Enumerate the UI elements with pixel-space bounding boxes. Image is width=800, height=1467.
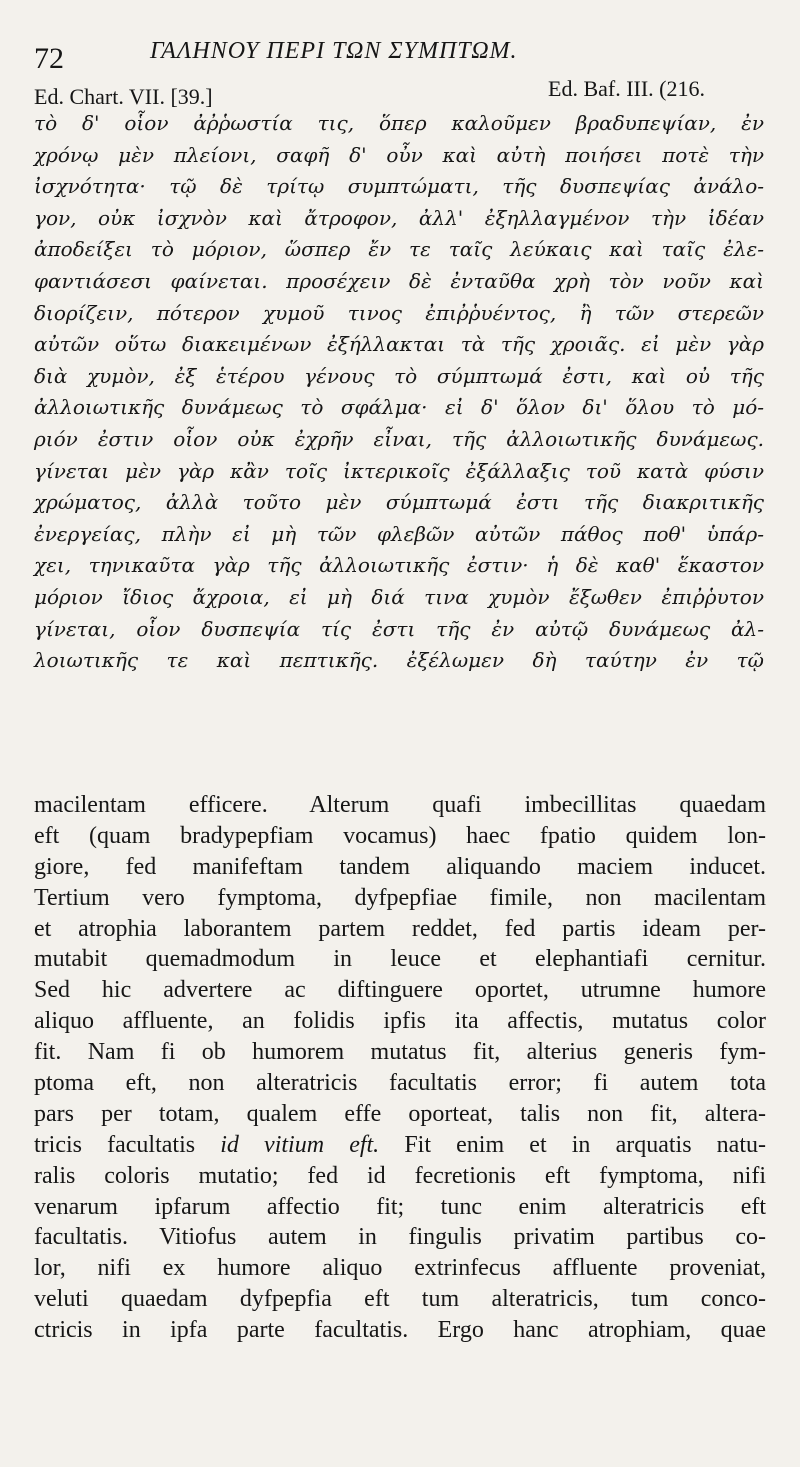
latin-line-text: giore, fed manifeftam tandem aliquando maciem inducet. (34, 853, 766, 880)
greek-line: μόριον ἴδιος ἄχροια, εἰ μὴ διά τινα χυμὸν ἔξωθεν ἐπιῤῥυτον (34, 584, 764, 609)
greek-line: ἰσχνότητα· τῷ δὲ τρίτῳ συμπτώματι, τῆς δυσπεψίας ἀνάλο- (34, 174, 764, 199)
latin-text-block (34, 790, 766, 1346)
edition-reference-right: Ed. Baf. III. (216. (548, 76, 706, 101)
latin-line (34, 1130, 766, 1161)
edition-reference-left: Ed. Chart. VII. [39.] (34, 84, 213, 109)
greek-line: ἀποδείξει τὸ μόριον, ὥσπερ ἔν τε ταῖς λεύκαις καὶ ταῖς ἐλε- (34, 237, 764, 262)
latin-line-text: lor, nifi ex humore aliquo extrinfecus affluente proveniat, (34, 1255, 766, 1282)
latin-line (34, 1222, 766, 1253)
latin-line (34, 821, 766, 852)
latin-line-text: ptoma eft, non alteratricis facultatis error; fi autem tota (34, 1070, 766, 1097)
latin-line (34, 1253, 766, 1284)
greek-line: χει, τηνικαῦτα γὰρ τῆς ἀλλοιωτικῆς ἐστιν· ἡ δὲ καθ' ἕκαστον (34, 553, 764, 578)
latin-line-text: Sed hic advertere ac diftinguere oportet, utrumne humore (34, 977, 766, 1004)
greek-line: ριόν ἐστιν οἷον οὐκ ἐχρῆν εἶναι, τῆς ἀλλοιωτικῆς δυνάμεως. (34, 426, 764, 451)
latin-line-continuation: Fit enim et in arquatis natu- (379, 1131, 766, 1158)
latin-line-text: veluti quaedam dyfpepfia eft tum alteratricis, tum conco- (34, 1286, 766, 1313)
latin-line (34, 914, 766, 945)
page-number: 72 (34, 42, 64, 75)
greek-line: χρώματος, ἀλλὰ τοῦτο μὲν σύμπτωμά ἐστι τῆς διακριτικῆς (34, 490, 764, 515)
latin-line (34, 1037, 766, 1068)
greek-line: διορίζειν, πότερον χυμοῦ τινος ἐπιῤῥυέντος, ἢ τῶν στερεῶν (34, 300, 764, 325)
latin-line-text: fit. Nam fi ob humorem mutatus fit, alterius generis fym- (34, 1039, 766, 1066)
latin-line (34, 1068, 766, 1099)
greek-line: ἀλλοιωτικῆς δυνάμεως τὸ σφάλμα· εἰ δ' ὅλον δι' ὅλου τὸ μό- (34, 395, 764, 420)
latin-line-text: et atrophia laborantem partem reddet, fed partis ideam per- (34, 915, 766, 942)
latin-line (34, 944, 766, 975)
latin-line-text: facultatis. Vitiofus autem in fingulis privatim partibus co- (34, 1224, 766, 1251)
latin-line (34, 975, 766, 1006)
latin-line-text: aliquo affluente, an folidis ipfis ita affectis, mutatus color (34, 1008, 766, 1035)
greek-line: γίνεται μὲν γὰρ κἂν τοῖς ἰκτερικοῖς ἐξάλλαξις τοῦ κατὰ φύσιν (34, 458, 764, 483)
latin-line (34, 883, 766, 914)
latin-line (34, 790, 766, 821)
latin-line-text: venarum ipfarum affectio fit; tunc enim alteratricis eft (34, 1193, 766, 1220)
latin-line (34, 1284, 766, 1315)
running-title: ΓΑΛΗΝΟΥ ΠΕΡΙ ΤΩΝ ΣΥΜΠΤΩΜ. (150, 38, 518, 64)
latin-line (34, 1161, 766, 1192)
latin-line (34, 1192, 766, 1223)
latin-line (34, 1099, 766, 1130)
latin-line-text: eft (quam bradypepfiam vocamus) haec fpatio quidem lon- (34, 822, 766, 849)
latin-italic-phrase: id vitium eft. (220, 1131, 380, 1158)
greek-line: ἐνεργείας, πλὴν εἰ μὴ τῶν φλεβῶν αὐτῶν πάθος ποθ' ὑπάρ- (34, 521, 764, 546)
greek-line: φαντιάσεσι φαίνεται. προσέχειν δὲ ἐνταῦθα χρὴ τὸν νοῦν καὶ (34, 268, 764, 293)
greek-line: αὐτῶν οὕτω διακειμένων ἐξήλλακται τὰ τῆς χροιᾶς. εἰ μὲν γὰρ (34, 332, 764, 357)
latin-line-text: ralis coloris mutatio; fed id fecretionis eft fymptoma, nifi (34, 1162, 766, 1189)
latin-line-text: macilentam efficere. Alterum quafi imbecillitas quaedam (34, 792, 766, 818)
latin-line-text: tricis facultatis (34, 1131, 221, 1158)
latin-line-text: Tertium vero fymptoma, dyfpepfiae fimile, non macilentam (34, 884, 766, 911)
greek-line: γίνεται, οἷον δυσπεψία τίς ἐστι τῆς ἐν αὐτῷ δυνάμεως ἀλ- (34, 616, 764, 641)
greek-line: γον, οὐκ ἰσχνὸν καὶ ἄτροφον, ἀλλ' ἐξηλλαγμένον τὴν ἰδέαν (34, 205, 764, 230)
greek-line: διὰ χυμὸν, ἐξ ἑτέρου γένους τὸ σύμπτωμά ἐστι, καὶ οὐ τῆς (34, 363, 764, 388)
latin-line (34, 1006, 766, 1037)
latin-line (34, 1315, 766, 1346)
latin-line-text: pars per totam, qualem effe oporteat, talis non fit, altera- (34, 1100, 766, 1127)
greek-line: χρόνῳ μὲν πλείονι, σαφῆ δ' οὖν καὶ αὐτὴ ποιήσει ποτὲ τὴν (34, 142, 764, 167)
latin-line (34, 852, 766, 883)
greek-text-block (34, 108, 764, 677)
latin-line-text: ctricis in ipfa parte facultatis. Ergo hanc atrophiam, quae (34, 1317, 766, 1344)
greek-line: τὸ δ' οἷον ἀῤῥωστία τις, ὅπερ καλοῦμεν βραδυπεψίαν, ἐν (34, 111, 764, 135)
latin-line-text: mutabit quemadmodum in leuce et elephantiafi cernitur. (34, 946, 766, 973)
greek-line: λοιωτικῆς τε καὶ πεπτικῆς. ἐξέλωμεν δὴ ταύτην ἐν τῷ (34, 648, 764, 673)
